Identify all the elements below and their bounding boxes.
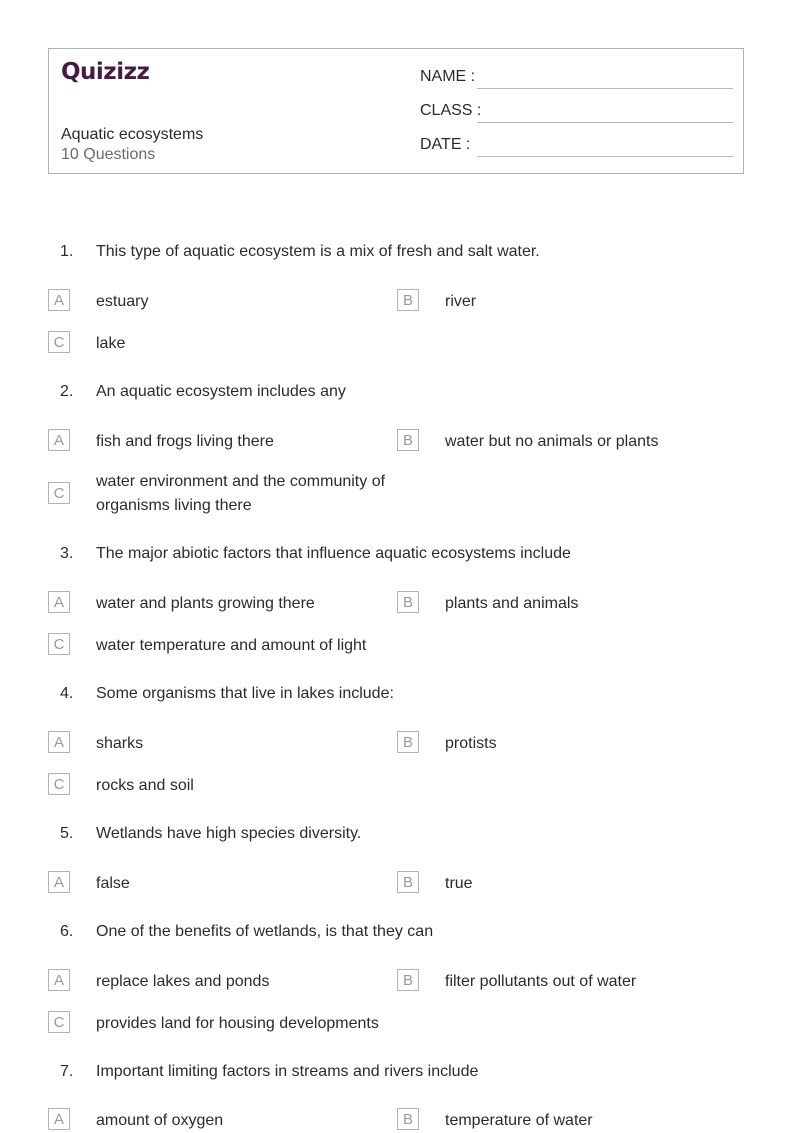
option-letter-box[interactable]: B [397,289,419,311]
question-text: This type of aquatic ecosystem is a mix of fresh and salt water. [96,243,540,260]
question-count: 10 Questions [61,146,156,163]
question-text: The major abiotic factors that influence aquatic ecosystems include [96,545,571,562]
option-letter-box[interactable]: A [48,1108,70,1130]
question-text: An aquatic ecosystem includes any [96,383,346,400]
option-text: fish and frogs living there [96,433,274,450]
option-letter-box[interactable]: C [48,773,70,795]
option-text: estuary [96,293,149,310]
option-text: water but no animals or plants [445,433,659,450]
option-text: false [96,875,130,892]
question-number: 4. [60,685,74,702]
option-text: true [445,875,473,892]
option-text: river [445,293,477,310]
question-number: 1. [60,243,74,260]
class-field[interactable] [420,102,734,124]
class-line[interactable] [477,122,733,123]
question-number: 2. [60,383,74,400]
option-letter-box[interactable]: C [48,633,70,655]
option-letter-box[interactable]: B [397,591,419,613]
name-line[interactable] [477,88,733,89]
option-letter-box[interactable]: C [48,482,70,504]
date-line[interactable] [477,156,733,157]
option-text: lake [96,335,126,352]
option-text: water temperature and amount of light [96,637,367,654]
option-text: water and plants growing there [96,595,315,612]
option-text: sharks [96,735,144,752]
name-field[interactable] [420,68,734,90]
option-text: water environment and the community of organisms living there [96,473,386,514]
option-letter-box[interactable]: A [48,871,70,893]
question-number: 6. [60,923,74,940]
option-text: plants and animals [445,595,579,612]
name-label: NAME : [420,68,476,85]
option-text: temperature of water [445,1112,593,1129]
question-text: One of the benefits of wetlands, is that they can [96,923,434,940]
question-number: 5. [60,825,74,842]
option-text: replace lakes and ponds [96,973,270,990]
question-number: 7. [60,1063,74,1080]
option-letter-box[interactable]: A [48,591,70,613]
option-letter-box[interactable]: C [48,1011,70,1033]
option-letter-box[interactable]: B [397,429,419,451]
option-letter-box[interactable]: B [397,969,419,991]
worksheet-header [48,48,744,174]
question-text: Important limiting factors in streams and rivers include [96,1063,479,1080]
question-text: Wetlands have high species diversity. [96,825,362,842]
option-letter-box[interactable]: A [48,429,70,451]
option-text: protists [445,735,497,752]
quizizz-logo: Quizizz [61,59,150,85]
date-field[interactable] [420,136,734,158]
option-text: provides land for housing developments [96,1015,379,1032]
date-label: DATE : [420,136,471,153]
option-letter-box[interactable]: B [397,1108,419,1130]
option-letter-box[interactable]: C [48,331,70,353]
option-letter-box[interactable]: A [48,731,70,753]
option-letter-box[interactable]: A [48,289,70,311]
option-letter-box[interactable]: A [48,969,70,991]
option-letter-box[interactable]: B [397,871,419,893]
worksheet-title: Aquatic ecosystems [61,126,204,143]
question-text: Some organisms that live in lakes include: [96,685,394,702]
class-label: CLASS : [420,102,482,119]
option-text: rocks and soil [96,777,194,794]
option-text: filter pollutants out of water [445,973,637,990]
option-text: amount of oxygen [96,1112,224,1129]
option-letter-box[interactable]: B [397,731,419,753]
question-number: 3. [60,545,74,562]
